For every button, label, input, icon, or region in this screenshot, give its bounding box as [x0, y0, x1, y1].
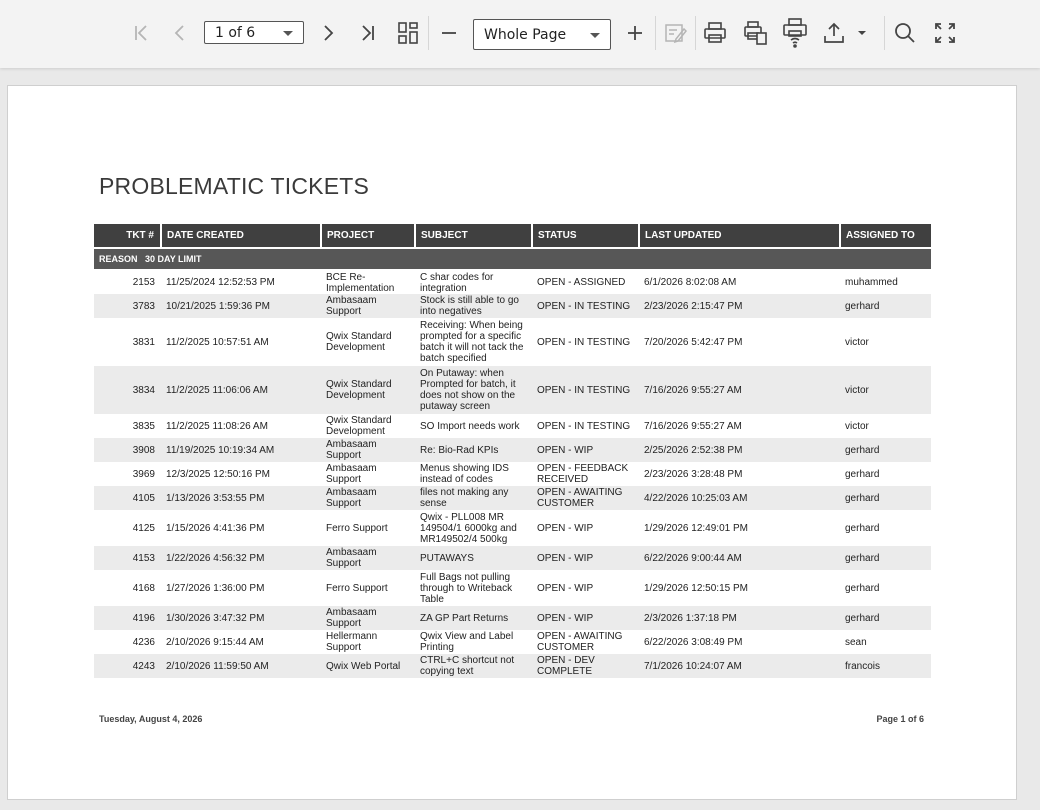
- cell-last-updated: 2/23/2026 3:28:48 PM: [644, 468, 743, 480]
- cell-assigned-to: gerhard: [840, 486, 931, 510]
- cell-project: Ambasaam Support: [321, 294, 415, 318]
- print-page-icon: [743, 20, 769, 46]
- export-format-dropdown[interactable]: [854, 18, 870, 48]
- multi-page-view-button[interactable]: [393, 18, 423, 48]
- cell-status: OPEN - IN TESTING: [537, 336, 631, 348]
- search-icon: [893, 21, 917, 45]
- cell-last-updated: 1/29/2026 12:50:15 PM: [644, 582, 748, 594]
- cell-last-updated: 7/16/2026 9:55:27 AM: [639, 366, 840, 414]
- cell-subject: ZA GP Part Returns: [415, 606, 532, 630]
- cell-date-created: 1/27/2026 1:36:00 PM: [166, 582, 265, 594]
- first-page-button[interactable]: [128, 18, 154, 48]
- table-row: [94, 570, 931, 606]
- cell-assigned-to: gerhard: [845, 582, 880, 594]
- cell-subject: C shar codes for integration: [420, 271, 494, 294]
- edit-fields-button[interactable]: [662, 18, 690, 48]
- cell-tkt: 4125: [132, 522, 155, 534]
- column-header-date-created: DATE CREATED: [161, 224, 321, 248]
- first-page-icon: [131, 23, 151, 43]
- cell-project: Qwix Standard Development: [326, 415, 392, 437]
- cell-status: OPEN - WIP: [532, 438, 639, 462]
- cell-status: OPEN - AWAITING CUSTOMER: [532, 486, 639, 510]
- cell-date-created: 11/25/2024 12:52:53 PM: [166, 277, 275, 288]
- cell-project: Ambasaam Support: [321, 546, 415, 570]
- cell-date-created: 11/2/2025 11:06:06 AM: [161, 366, 321, 414]
- cell-last-updated: 2/3/2026 1:37:18 PM: [639, 606, 840, 630]
- cell-tkt: 4168: [132, 582, 155, 594]
- print-button[interactable]: [701, 18, 729, 48]
- previous-page-button[interactable]: [168, 18, 192, 48]
- table-row: [94, 270, 931, 294]
- viewer-toolbar: [0, 0, 1040, 68]
- cell-date-created: 1/22/2026 4:56:32 PM: [161, 546, 321, 570]
- report-page: [7, 85, 1017, 800]
- cell-date-created: 11/19/2025 10:19:34 AM: [161, 438, 321, 462]
- table-row: [94, 630, 931, 654]
- zoom-selector[interactable]: [473, 19, 611, 50]
- table-row: [94, 318, 931, 366]
- cell-subject: files not making any sense: [415, 486, 532, 510]
- cell-status: OPEN - ASSIGNED: [537, 277, 626, 288]
- cell-project: Qwix Web Portal: [321, 654, 415, 678]
- cell-assigned-to: victor: [845, 420, 869, 432]
- cell-project: Ambasaam Support: [321, 606, 415, 630]
- caret-down-icon: [857, 28, 867, 38]
- cell-assigned-to: muhammed: [845, 277, 898, 288]
- cell-tkt: 4105: [94, 486, 161, 510]
- zoom-in-button[interactable]: [622, 18, 648, 48]
- cell-tkt: 3969: [132, 468, 155, 480]
- cell-date-created: 1/13/2026 3:53:55 PM: [161, 486, 321, 510]
- cell-status: OPEN - DEV COMPLETE: [532, 654, 639, 678]
- report-title: PROBLEMATIC TICKETS: [99, 173, 370, 199]
- network-printer-icon: [782, 18, 808, 48]
- cell-date-created: 2/10/2026 11:59:50 AM: [161, 654, 321, 678]
- table-row: [94, 438, 931, 462]
- cell-tkt: 3835: [132, 420, 155, 432]
- plus-icon: [625, 23, 645, 43]
- cell-subject: SO Import needs work: [420, 420, 520, 432]
- next-page-button[interactable]: [316, 18, 340, 48]
- cell-subject: CTRL+C shortcut not copying text: [415, 654, 532, 678]
- zoom-selector-value: Whole Page: [484, 26, 567, 43]
- table-row: [94, 654, 931, 678]
- cell-last-updated: 2/25/2026 2:52:38 PM: [639, 438, 840, 462]
- group-header-row: [94, 248, 931, 270]
- cell-tkt: 4236: [132, 636, 155, 648]
- cell-tkt: 3783: [94, 294, 161, 318]
- cell-date-created: 1/30/2026 3:47:32 PM: [161, 606, 321, 630]
- cell-tkt: 4153: [94, 546, 161, 570]
- group-label: REASON: [99, 253, 138, 264]
- cell-last-updated: 2/23/2026 2:15:47 PM: [639, 294, 840, 318]
- report-footer-page-number: Page 1 of 6: [876, 714, 924, 724]
- cell-subject: Qwix - PLL008 MR 149504/1 6000kg and MR149502/4 500kg: [420, 511, 517, 545]
- page-selector-value: 1 of 6: [215, 24, 256, 41]
- cell-status: OPEN - WIP: [537, 522, 594, 534]
- cell-project: Qwix Standard Development: [321, 366, 415, 414]
- cell-project: Ferro Support: [326, 582, 388, 594]
- chevron-right-icon: [318, 23, 338, 43]
- zoom-out-button[interactable]: [436, 18, 462, 48]
- multi-page-icon: [396, 21, 420, 45]
- cell-assigned-to: gerhard: [845, 522, 880, 534]
- cell-last-updated: 7/1/2026 10:24:07 AM: [639, 654, 840, 678]
- toolbar-divider: [695, 16, 696, 50]
- search-button[interactable]: [891, 18, 919, 48]
- print-network-button[interactable]: [780, 18, 810, 48]
- print-page-button[interactable]: [741, 18, 771, 48]
- cell-tkt: 3908: [94, 438, 161, 462]
- column-header-tkt: TKT #: [94, 224, 161, 248]
- cell-status: OPEN - IN TESTING: [532, 294, 639, 318]
- table-row: [94, 606, 931, 630]
- column-header-status: STATUS: [532, 224, 639, 248]
- chevron-down-icon: [590, 33, 600, 38]
- column-header-subject: SUBJECT: [415, 224, 532, 248]
- cell-last-updated: 7/20/2026 5:42:47 PM: [644, 336, 743, 348]
- table-row: [94, 486, 931, 510]
- last-page-button[interactable]: [354, 18, 382, 48]
- column-header-last-updated: LAST UPDATED: [639, 224, 840, 248]
- cell-status: OPEN - WIP: [532, 606, 639, 630]
- cell-assigned-to: gerhard: [840, 546, 931, 570]
- table-row: [94, 366, 931, 414]
- cell-status: OPEN - AWAITING CUSTOMER: [537, 631, 623, 653]
- cell-date-created: 2/10/2026 9:15:44 AM: [166, 636, 264, 648]
- cell-date-created: 11/2/2025 11:08:26 AM: [166, 420, 268, 432]
- cell-last-updated: 6/1/2026 8:02:08 AM: [644, 277, 737, 288]
- chevron-down-icon: [283, 31, 293, 36]
- export-button[interactable]: [820, 18, 848, 48]
- cell-assigned-to: gerhard: [840, 606, 931, 630]
- cell-project: Ambasaam Support: [321, 438, 415, 462]
- cell-assigned-to: gerhard: [840, 294, 931, 318]
- cell-status: OPEN - FEEDBACK RECEIVED: [537, 463, 629, 485]
- table-header-row: [94, 224, 931, 248]
- cell-project: Ambasaam Support: [321, 486, 415, 510]
- cell-project: Ambasaam Support: [326, 463, 377, 485]
- cell-last-updated: 6/22/2026 3:08:49 PM: [644, 636, 743, 648]
- report-footer-date: Tuesday, August 4, 2026: [99, 714, 203, 724]
- cell-last-updated: 4/22/2026 10:25:03 AM: [639, 486, 840, 510]
- column-header-project: PROJECT: [321, 224, 415, 248]
- cell-status: OPEN - WIP: [537, 582, 594, 594]
- cell-tkt: 4243: [94, 654, 161, 678]
- cell-tkt: 4196: [94, 606, 161, 630]
- upload-icon: [822, 21, 846, 45]
- cell-assigned-to: victor: [845, 336, 869, 348]
- cell-status: OPEN - IN TESTING: [537, 420, 631, 432]
- toolbar-divider: [884, 16, 885, 50]
- cell-last-updated: 6/22/2026 9:00:44 AM: [639, 546, 840, 570]
- table-row: [94, 510, 931, 546]
- cell-subject: Qwix View and Label Printing: [420, 631, 514, 653]
- page-selector[interactable]: [204, 21, 304, 44]
- chevron-left-icon: [170, 23, 190, 43]
- table-row: [94, 414, 931, 438]
- cell-project: BCE Re-Implementation: [326, 271, 395, 294]
- cell-subject: Receiving: When being prompted for a specific batch it will not tack the batch specified: [420, 320, 524, 364]
- cell-date-created: 10/21/2025 1:59:36 PM: [161, 294, 321, 318]
- table-row: [94, 294, 931, 318]
- cell-subject: Menus showing IDS instead of codes: [420, 463, 509, 485]
- cell-subject: PUTAWAYS: [415, 546, 532, 570]
- cell-date-created: 12/3/2025 12:50:16 PM: [166, 468, 270, 480]
- cell-project: Qwix Standard Development: [326, 331, 392, 353]
- fullscreen-icon: [934, 22, 956, 44]
- cell-date-created: 1/15/2026 4:41:36 PM: [166, 522, 265, 534]
- column-header-assigned-to: ASSIGNED TO: [840, 224, 931, 248]
- printer-icon: [703, 21, 727, 45]
- cell-tkt: 2153: [132, 277, 155, 288]
- fullscreen-button[interactable]: [931, 18, 959, 48]
- cell-tkt: 3831: [132, 336, 155, 348]
- minus-icon: [439, 23, 459, 43]
- cell-project: Hellermann Support: [326, 631, 378, 653]
- cell-subject: Stock is still able to go into negatives: [415, 294, 532, 318]
- cell-status: OPEN - IN TESTING: [532, 366, 639, 414]
- table-row: [94, 462, 931, 486]
- group-value: 30 DAY LIMIT: [145, 253, 202, 264]
- cell-project: Ferro Support: [326, 522, 388, 534]
- last-page-icon: [358, 23, 378, 43]
- cell-assigned-to: francois: [840, 654, 931, 678]
- cell-status: OPEN - WIP: [532, 546, 639, 570]
- cell-assigned-to: victor: [840, 366, 931, 414]
- cell-assigned-to: sean: [845, 636, 867, 648]
- tickets-table: [94, 224, 931, 678]
- cell-subject: Full Bags not pulling through to Writeback Table: [420, 571, 513, 605]
- cell-tkt: 3834: [94, 366, 161, 414]
- cell-assigned-to: gerhard: [845, 468, 880, 480]
- table-row: [94, 546, 931, 570]
- cell-last-updated: 7/16/2026 9:55:27 AM: [644, 420, 742, 432]
- cell-subject: On Putaway: when Prompted for batch, it does not show on the putaway screen: [415, 366, 532, 414]
- toolbar-divider: [655, 16, 656, 50]
- toolbar-divider: [428, 16, 429, 50]
- cell-assigned-to: gerhard: [840, 438, 931, 462]
- cell-subject: Re: Bio-Rad KPIs: [415, 438, 532, 462]
- cell-date-created: 11/2/2025 10:57:51 AM: [166, 336, 269, 348]
- cell-last-updated: 1/29/2026 12:49:01 PM: [644, 522, 748, 534]
- edit-form-icon: [664, 21, 688, 45]
